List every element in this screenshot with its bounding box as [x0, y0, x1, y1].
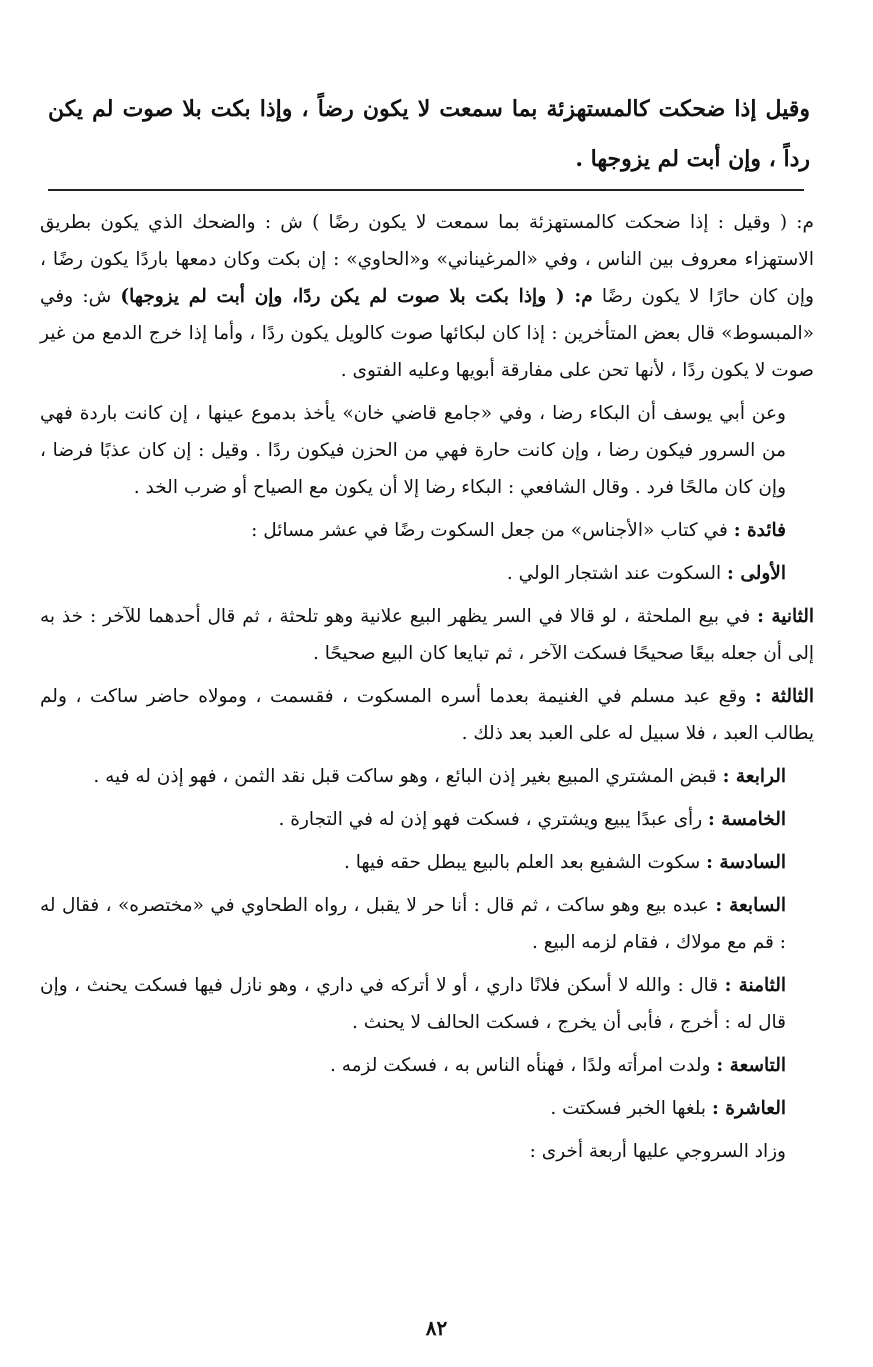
item-label: الأولى :: [727, 563, 786, 584]
faida-line: [40, 512, 814, 549]
item-label: الثامنة :: [724, 975, 786, 996]
item-label: السادسة :: [706, 852, 786, 873]
list-item-4: [40, 758, 814, 795]
list-item-8: [40, 967, 814, 1041]
item-text: وقع عبد مسلم في الغنيمة بعدما أسره المسكوت ، فقسمت ، ومولاه حاضر ساكت ، ولم يطالب العبد ، فلا سبيل له على العبد بعد ذلك .: [40, 686, 814, 744]
item-label: الرابعة :: [722, 766, 786, 787]
item-text: بلغها الخبر فسكتت .: [550, 1098, 707, 1119]
item-text: ولدت امرأته ولدًا ، فهنأه الناس به ، فسكت لزمه .: [329, 1055, 711, 1076]
closing-line: وزاد السروجي عليها أربعة أخرى :: [529, 1141, 786, 1162]
item-label: الثالثة :: [754, 686, 814, 707]
item-label: العاشرة :: [711, 1098, 786, 1119]
list-item-7: [40, 887, 814, 961]
matn-text: وقيل إذا ضحكت كالمستهزئة بما سمعت لا يكون رضاً ، وإذا بكت بلا صوت لم يكن رداً ، وإن أبت لم يزوجها .: [48, 96, 810, 172]
item-text: السكوت عند اشتجار الولي .: [506, 563, 722, 584]
separator-rule: [48, 189, 804, 191]
list-item-2: [40, 598, 814, 672]
faida-text: في كتاب «الأجناس» من جعل السكوت رضًا في عشر مسائل :: [251, 520, 728, 541]
list-item-6: [40, 844, 814, 881]
item-label: الخامسة :: [708, 809, 786, 830]
list-item-9: [40, 1047, 814, 1084]
item-text: رأى عبدًا يبيع ويشتري ، فسكت فهو إذن له في التجارة .: [278, 809, 703, 830]
commentary-p1-quote: م: ( وإذا بكت بلا صوت لم يكن ردًا، وإن أبت لم يزوجها): [120, 286, 593, 307]
commentary-p1-prefix: م: ( وقيل : إذا ضحكت كالمستهزئة بما سمعت لا يكون رضًا ) ش : والضحك الذي يكون بطريق الاستهزاء معروف بين الناس ، وفي «المرغيناني» و«الحاوي» : إن بكت وكان دمعها باردًا يكون رضًا ، وإن كان حارًا لا يكون رضًا: [40, 212, 814, 307]
commentary-paragraph-2: وعن أبي يوسف أن البكاء رضا ، وفي «جامع قاضي خان» يأخذ بدموع عينها ، إن كانت باردة فهي من السرور فيكون رضا ، وإن كانت حارة فهي من الحزن فيكون ردًا . وقيل : إن كان عذبًا فرضا ، وإن كان مالحًا فرد . وقال الشافعي : البكاء رضا إلا أن يكون مع الصياح أو ضرب الخد .: [40, 403, 786, 498]
page-number: ٨٢: [425, 1316, 448, 1340]
item-text: سكوت الشفيع بعد العلم بالبيع يبطل حقه فيها .: [343, 852, 701, 873]
list-item-3: [40, 678, 814, 752]
commentary-paragraph-1: [40, 204, 814, 389]
item-text: قبض المشتري المبيع بغير إذن البائع ، وهو ساكت قبل نقد الثمن ، فهو إذن له فيه .: [93, 766, 717, 787]
item-label: الثانية :: [757, 606, 814, 627]
item-label: السابعة :: [715, 895, 787, 916]
list-item-5: [40, 801, 814, 838]
item-text: عبده بيع وهو ساكت ، ثم قال : أنا حر لا يقبل ، رواه الطحاوي في «مختصره» ، فقال له : قم مع مولاك ، فقام لزمه البيع .: [40, 895, 786, 953]
list-item-1: [40, 555, 814, 592]
commentary-p1-rest: ش: وفي «المبسوط» قال بعض المتأخرين : إذا كان لبكائها صوت كالويل يكون ردًا ، وأما إذا خرج الدمع من غير صوت لا يكون ردًا ، لأنها تحن على مفارقة أبويها وعليه الفتوى .: [40, 286, 814, 381]
item-label: التاسعة :: [716, 1055, 786, 1076]
item-text: في بيع الملحثة ، لو قالا في السر يظهر البيع علانية وهو تلحثة ، ثم قال أحدهما للآخر : خذ به إلى أن جعله بيعًا صحيحًا فسكت الآخر ، ثم تبايعا كان البيع صحيحًا .: [40, 606, 814, 664]
faida-label: فائدة :: [733, 520, 786, 541]
commentary-body: [40, 204, 814, 1170]
list-item-10: [40, 1090, 814, 1127]
item-text: قال : والله لا أسكن فلانًا داري ، أو لا أتركه في داري ، وهو نازل فيها فسكت يحنث ، وإن قال له : أخرج ، فأبى أن يخرج ، فسكت الحالف لا يحنث .: [40, 975, 786, 1033]
